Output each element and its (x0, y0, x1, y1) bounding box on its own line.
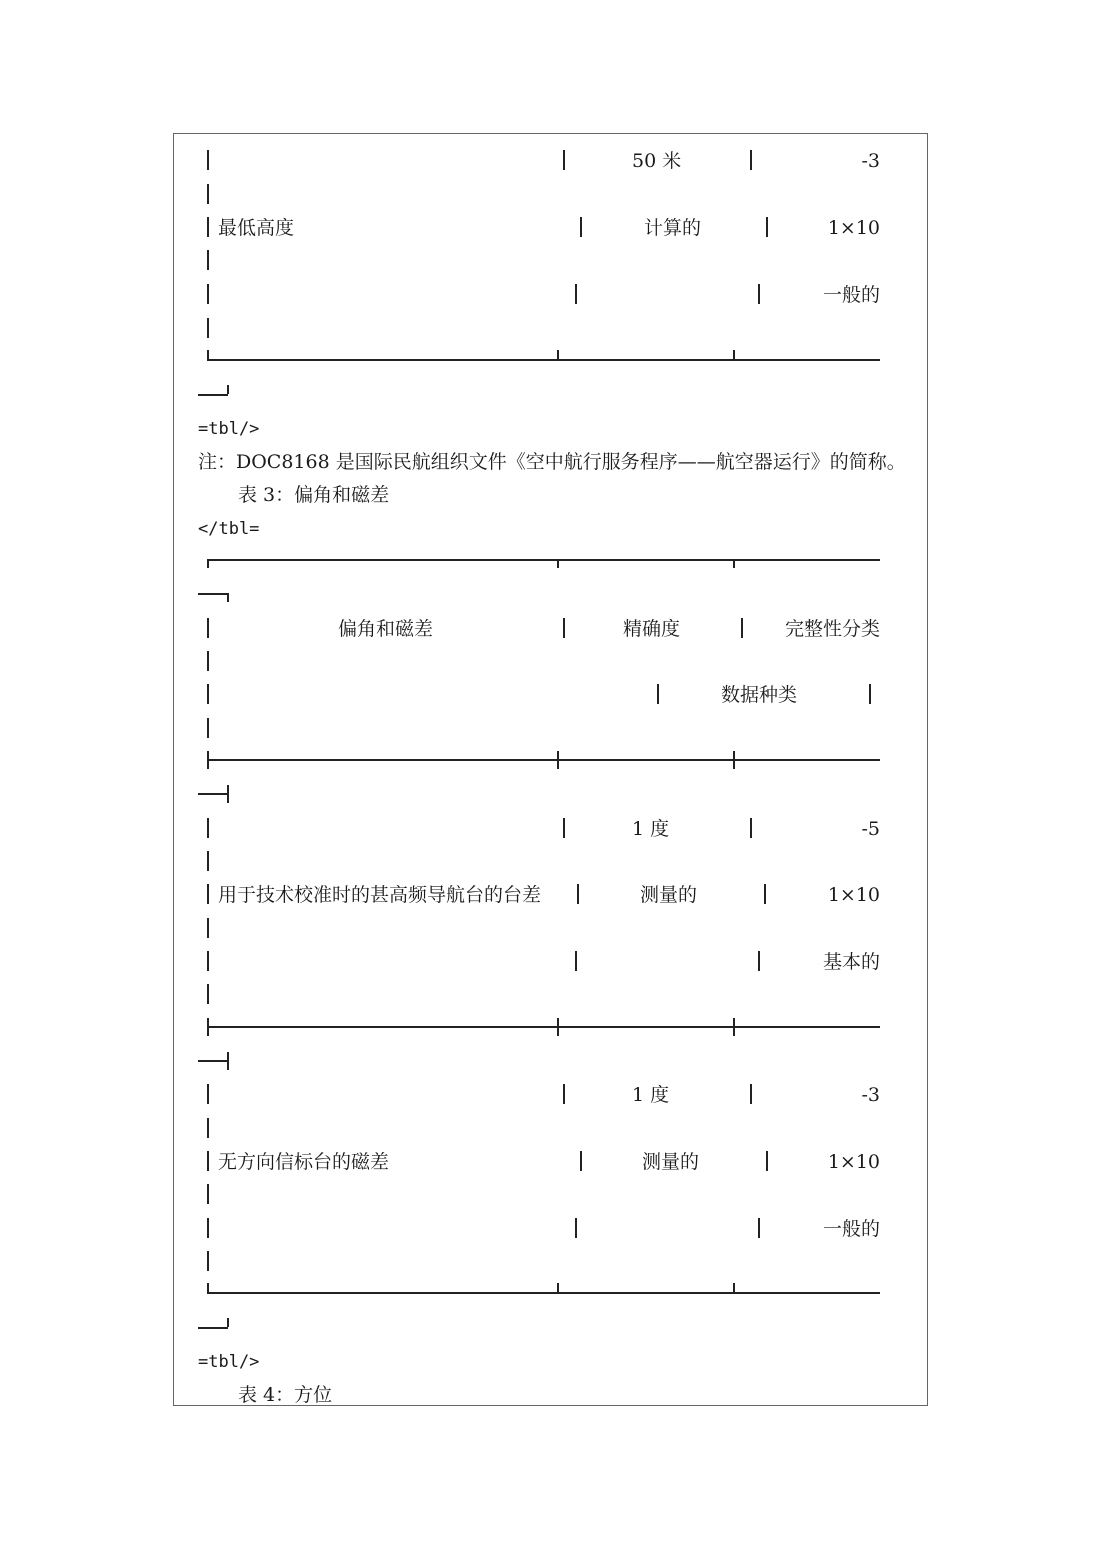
tbl-start-marker: </tbl= (198, 519, 260, 539)
table-corner (207, 350, 209, 359)
header-data-type: 数据种类 (721, 684, 798, 706)
table-junction (557, 751, 559, 769)
table-junction (557, 350, 559, 359)
table-border-left (207, 684, 209, 704)
row-label: 用于技术校准时的甚高频导航台的台差 (218, 884, 542, 906)
table-border-left (207, 284, 209, 304)
table-cell-divider (758, 1218, 760, 1238)
table-junction (733, 1283, 735, 1292)
table-corner (227, 385, 229, 394)
table-cell-divider (580, 217, 582, 237)
table-junction (733, 350, 735, 359)
table-corner (207, 1283, 209, 1292)
table-cell-divider (869, 684, 871, 704)
header-precision: 精确度 (623, 618, 681, 640)
table-cell-divider (764, 884, 766, 904)
category-cell: 基本的 (822, 951, 880, 973)
table-border-left (207, 1118, 209, 1138)
table-junction (733, 1018, 735, 1036)
category-cell: 一般的 (822, 1218, 880, 1240)
table-cell-divider (575, 1218, 577, 1238)
table-border-left (207, 718, 209, 738)
table-border-left (207, 1184, 209, 1204)
table-cell-divider (750, 1084, 752, 1104)
precision-cell: 1 度 (632, 818, 670, 840)
table-junction (733, 751, 735, 769)
table-border-left (207, 217, 209, 237)
table-corner (227, 1318, 229, 1327)
table-corner (227, 593, 229, 602)
table-border-left (207, 184, 209, 204)
table-cell-divider (563, 818, 565, 838)
table-border-left (207, 1251, 209, 1271)
table-border-wrap (198, 1327, 228, 1329)
table-row-separator (207, 1026, 880, 1028)
table-border-left (207, 651, 209, 671)
table-border-top (207, 559, 880, 561)
table-cell-divider (575, 284, 577, 304)
page-frame (173, 133, 928, 1406)
integrity-exponent: -3 (861, 1084, 880, 1106)
table-border-left (207, 951, 209, 971)
table-border-bottom (207, 1292, 880, 1294)
table-junction (557, 559, 559, 568)
table-cell-divider (563, 1084, 565, 1104)
table-cell-divider (758, 284, 760, 304)
table-border-wrap (198, 593, 228, 595)
table-border-left (207, 918, 209, 938)
table-border-wrap (198, 394, 228, 396)
table-border-left (207, 1151, 209, 1171)
table-cell-divider (750, 150, 752, 170)
row-label: 最低高度 (218, 217, 295, 239)
header-declination: 偏角和磁差 (338, 618, 434, 640)
table-junction (557, 1018, 559, 1036)
table-corner (207, 559, 209, 568)
category-cell: 一般的 (822, 284, 880, 306)
table-junction (227, 785, 229, 803)
table-cell-divider (563, 618, 565, 638)
method-cell: 测量的 (642, 1151, 700, 1173)
table-border-wrap (198, 793, 228, 795)
table-row-separator (207, 759, 880, 761)
table-border-left (207, 1084, 209, 1104)
tbl-end-marker: =tbl/> (198, 419, 260, 439)
table-border-left (207, 1218, 209, 1238)
table-border-left (207, 250, 209, 270)
table-border-left (207, 150, 209, 170)
table-cell-divider (750, 818, 752, 838)
tbl-end-marker: =tbl/> (198, 1352, 260, 1372)
table-junction (227, 1052, 229, 1070)
table-cell-divider (580, 1151, 582, 1171)
method-cell: 测量的 (640, 884, 698, 906)
integrity-cell: 1×10 (827, 884, 880, 906)
table-cell-divider (766, 1151, 768, 1171)
table-cell-divider (766, 217, 768, 237)
table-junction (733, 559, 735, 568)
table-cell-divider (758, 951, 760, 971)
precision-cell: 50 米 (632, 150, 682, 172)
integrity-cell: 1×10 (827, 1151, 880, 1173)
header-integrity: 完整性分类 (784, 618, 880, 640)
note-text: 注：DOC8168 是国际民航组织文件《空中航行服务程序——航空器运行》的简称。 (198, 451, 906, 473)
table-border-bottom (207, 359, 880, 361)
integrity-exponent: -3 (861, 150, 880, 172)
integrity-exponent: -5 (861, 818, 880, 840)
table-cell-divider (577, 884, 579, 904)
table-cell-divider (575, 951, 577, 971)
table-cell-divider (741, 618, 743, 638)
table-border-left (207, 851, 209, 871)
precision-cell: 1 度 (632, 1084, 670, 1106)
table-cell-divider (563, 150, 565, 170)
integrity-cell: 1×10 (827, 217, 880, 239)
table-border-left (207, 884, 209, 904)
table-border-left (207, 818, 209, 838)
table4-title: 表 4：方位 (238, 1384, 333, 1406)
row-label: 无方向信标台的磁差 (218, 1151, 390, 1173)
table-border-left (207, 984, 209, 1004)
table3-title: 表 3：偏角和磁差 (238, 484, 390, 506)
table-junction (557, 1283, 559, 1292)
method-cell: 计算的 (644, 217, 702, 239)
table-border-wrap (198, 1060, 228, 1062)
table-cell-divider (657, 684, 659, 704)
table-border-left (207, 318, 209, 338)
table-border-left (207, 618, 209, 638)
